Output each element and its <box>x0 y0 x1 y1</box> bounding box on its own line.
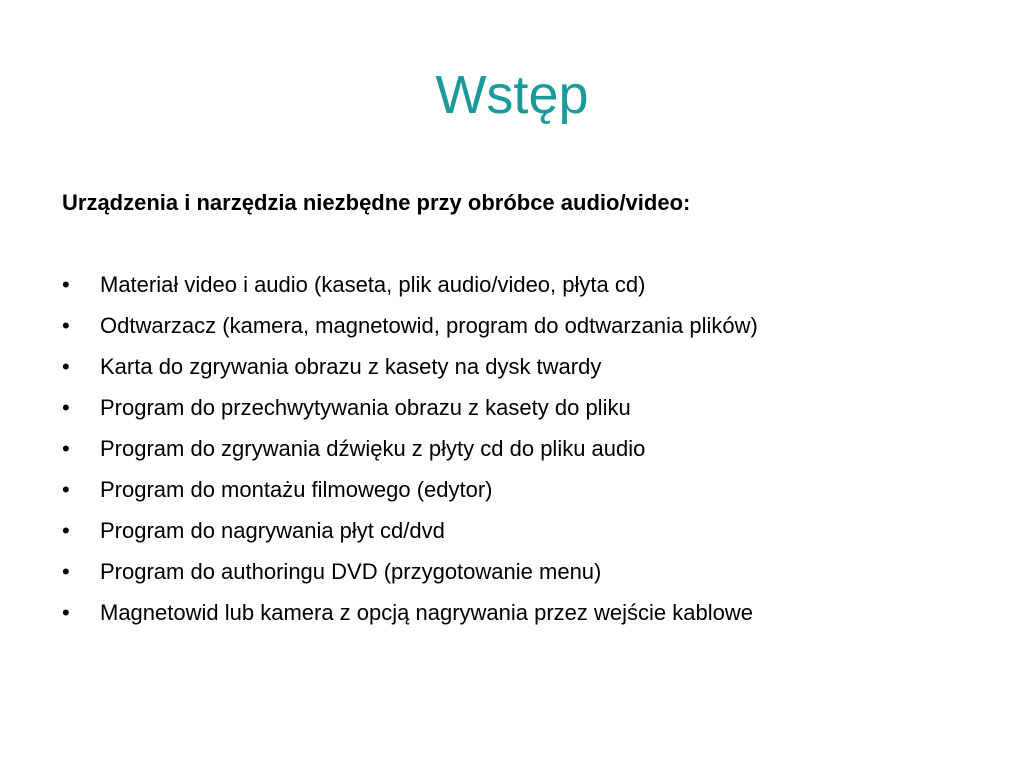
bullet-icon: • <box>62 313 70 338</box>
slide-subtitle: Urządzenia i narzędzia niezbędne przy obróbce audio/video: <box>62 190 691 215</box>
list-item-text: Odtwarzacz (kamera, magnetowid, program do odtwarzania plików) <box>100 313 758 338</box>
slide-title: Wstęp <box>435 65 589 125</box>
list-item <box>62 348 1002 389</box>
list-item-text: Program do montażu filmowego (edytor) <box>100 477 493 502</box>
bullet-icon: • <box>62 395 70 420</box>
list-item <box>62 512 1002 553</box>
bullet-icon: • <box>62 600 70 625</box>
list-item <box>62 266 1002 307</box>
list-item <box>62 430 1002 471</box>
bullet-icon: • <box>62 354 70 379</box>
bullet-icon: • <box>62 477 70 502</box>
list-item <box>62 553 1002 594</box>
list-item <box>62 389 1002 430</box>
list-item <box>62 594 1002 635</box>
bullet-icon: • <box>62 436 70 461</box>
list-item-text: Magnetowid lub kamera z opcją nagrywania przez wejście kablowe <box>100 600 753 625</box>
bullet-icon: • <box>62 559 70 584</box>
list-item <box>62 307 1002 348</box>
list-item-text: Program do authoringu DVD (przygotowanie menu) <box>100 559 602 584</box>
bullet-icon: • <box>62 272 70 297</box>
list-item-text: Program do nagrywania płyt cd/dvd <box>100 518 445 543</box>
bullet-icon: • <box>62 518 70 543</box>
list-item-text: Program do zgrywania dźwięku z płyty cd do pliku audio <box>100 436 646 461</box>
bullet-list <box>62 266 1002 635</box>
list-item-text: Materiał video i audio (kaseta, plik audio/video, płyta cd) <box>100 272 646 297</box>
list-item-text: Karta do zgrywania obrazu z kasety na dysk twardy <box>100 354 602 379</box>
list-item-text: Program do przechwytywania obrazu z kasety do pliku <box>100 395 631 420</box>
list-item <box>62 471 1002 512</box>
